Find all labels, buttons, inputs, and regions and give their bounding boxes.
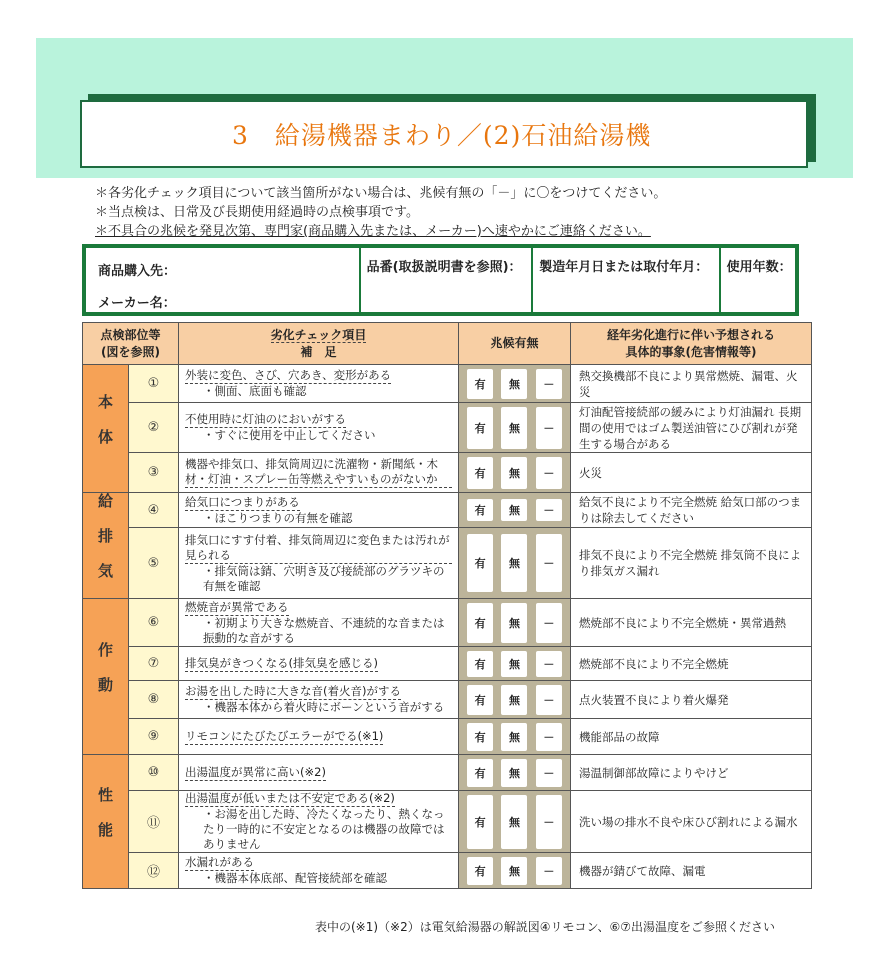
- header-check: 劣化チェック項目 補 足: [179, 323, 459, 365]
- choice-yes[interactable]: 有: [467, 857, 493, 885]
- category-label: 作動: [83, 599, 129, 755]
- check-item-note: ・排気筒は錆、穴明き及び接続部のグラツキの有無を確認: [203, 563, 445, 593]
- choice-yes[interactable]: 有: [467, 603, 493, 643]
- date-cell[interactable]: [533, 248, 720, 312]
- category-label: 給排気: [83, 493, 129, 599]
- check-item: [179, 791, 459, 853]
- note-2: ＊当点検は、日常及び長期使用経過時の点検事項です。: [95, 205, 419, 220]
- row-number: ⑧: [129, 681, 179, 719]
- check-item-text: 機器や排気口、排気筒周辺に洗濯物・新聞紙・木材・灯油・スプレー缶等燃えやすいものがないか: [185, 457, 452, 488]
- row-number: ⑦: [129, 647, 179, 681]
- check-item: [179, 453, 459, 493]
- years-cell[interactable]: [721, 248, 795, 312]
- row-number: ⑫: [129, 853, 179, 889]
- table-row: [83, 453, 812, 493]
- event-text: 洗い場の排水不良や床ひび割れによる漏水: [571, 791, 812, 853]
- choice-no[interactable]: 無: [501, 499, 527, 521]
- choice-yes[interactable]: 有: [467, 534, 493, 592]
- event-text: 給気不良により不完全燃焼 給気口部のつまりは除去してください: [571, 493, 812, 528]
- check-item: [179, 493, 459, 528]
- event-text: 灯油配管接続部の緩みにより灯油漏れ 長期間の使用ではゴム製送油管にひび割れが発生する場合がある: [571, 403, 812, 453]
- choice-yes[interactable]: 有: [467, 407, 493, 449]
- check-item-note: ・初期より大きな燃焼音、不連続的な音または振動的な音がする: [203, 615, 445, 645]
- event-text: 点火装置不良により着火爆発: [571, 681, 812, 719]
- choice-yes[interactable]: 有: [467, 685, 493, 715]
- choice-na[interactable]: －: [536, 795, 562, 849]
- model-cell[interactable]: [361, 248, 534, 312]
- header-event: 経年劣化進行に伴い予想される 具体的事象(危害情報等): [571, 323, 812, 365]
- table-row: [83, 528, 812, 599]
- note-3: ＊不具合の兆候を発見次第、専門家(商品購入先または、メーカー)へ速やかにご連絡ください。: [95, 224, 651, 239]
- sign-cell: [459, 791, 571, 853]
- maker-label: メーカー名：: [98, 296, 176, 311]
- table-row: [83, 681, 812, 719]
- choice-na[interactable]: －: [536, 723, 562, 751]
- table-header: [83, 323, 812, 365]
- category-label: 本体: [83, 365, 129, 493]
- choice-yes[interactable]: 有: [467, 759, 493, 787]
- sign-cell: [459, 719, 571, 755]
- date-label: 製造年月日または取付年月：: [539, 260, 709, 275]
- check-item-text: 排気口にすす付着、排気筒周辺に変色または汚れが見られる: [185, 533, 452, 564]
- purchase-cell[interactable]: [86, 248, 361, 312]
- check-item-note: ・ほこりつまりの有無を確認: [203, 510, 353, 525]
- table-row: [83, 791, 812, 853]
- choice-na[interactable]: －: [536, 499, 562, 521]
- row-number: ③: [129, 453, 179, 493]
- sign-cell: [459, 365, 571, 403]
- table-row: [83, 755, 812, 791]
- category-label: 性能: [83, 755, 129, 889]
- choice-na[interactable]: －: [536, 759, 562, 787]
- sign-cell: [459, 647, 571, 681]
- page-title: 3 給湯機器まわり／(2)石油給湯機: [232, 121, 652, 150]
- choice-yes[interactable]: 有: [467, 723, 493, 751]
- check-item: [179, 755, 459, 791]
- row-number: ①: [129, 365, 179, 403]
- row-number: ⑩: [129, 755, 179, 791]
- check-item-note: ・側面、底面も確認: [203, 384, 307, 398]
- check-item-text: 燃焼音が異常である: [185, 599, 289, 614]
- check-table: [82, 322, 812, 889]
- header-sign: 兆候有無: [459, 323, 571, 365]
- event-text: 機能部品の故障: [571, 719, 812, 755]
- sign-cell: [459, 453, 571, 493]
- check-item-text: 外装に変色、さび、穴あき、変形がある: [185, 368, 392, 382]
- row-number: ⑨: [129, 719, 179, 755]
- choice-na[interactable]: －: [536, 603, 562, 643]
- choice-na[interactable]: －: [536, 407, 562, 449]
- check-item-text: 出湯温度が低いまたは不安定である(※2): [185, 791, 395, 805]
- note-1: ＊各劣化チェック項目について該当箇所がない場合は、兆候有無の「－」に〇をつけてください。: [95, 186, 667, 201]
- check-item-text: 排気臭がきつくなる(排気臭を感じる): [185, 655, 378, 670]
- choice-na[interactable]: －: [536, 534, 562, 592]
- header-part: 点検部位等 (図を参照): [83, 323, 179, 365]
- choice-no[interactable]: 無: [501, 651, 527, 677]
- notes: [95, 184, 666, 241]
- table-row: [83, 853, 812, 889]
- choice-yes[interactable]: 有: [467, 369, 493, 399]
- choice-na[interactable]: －: [536, 369, 562, 399]
- years-label: 使用年数：: [726, 260, 792, 275]
- choice-yes[interactable]: 有: [467, 457, 493, 489]
- table-row: [83, 365, 812, 403]
- event-text: 排気不良により不完全燃焼 排気筒不良により排気ガス漏れ: [571, 528, 812, 599]
- row-number: ⑥: [129, 599, 179, 647]
- title-box: [80, 100, 808, 168]
- purchase-label: 商品購入先：: [98, 264, 177, 279]
- check-item-text: リモコンにたびたびエラーがでる(※1): [185, 728, 384, 743]
- row-number: ②: [129, 403, 179, 453]
- event-text: 火災: [571, 453, 812, 493]
- model-label: 品番(取扱説明書を参照)：: [366, 260, 522, 275]
- check-item-text: お湯を出した時に大きな音(着火音)がする: [185, 684, 401, 698]
- sign-cell: [459, 853, 571, 889]
- check-item-note: ・機器本体から着火時にボーンという音がする: [203, 700, 445, 714]
- event-text: 熱交換機部不良により異常燃焼、漏電、火災: [571, 365, 812, 403]
- choice-no[interactable]: 無: [501, 857, 527, 885]
- check-item: [179, 853, 459, 889]
- check-item: [179, 681, 459, 719]
- table-row: [83, 719, 812, 755]
- choice-yes[interactable]: 有: [467, 499, 493, 521]
- check-item: [179, 719, 459, 755]
- choice-no[interactable]: 無: [501, 407, 527, 449]
- info-box: [82, 244, 799, 316]
- check-item-text: 給気口につまりがある: [185, 494, 300, 509]
- choice-no[interactable]: 無: [501, 685, 527, 715]
- check-item: [179, 599, 459, 647]
- choice-no[interactable]: 無: [501, 369, 527, 399]
- row-number: ⑤: [129, 528, 179, 599]
- sign-cell: [459, 528, 571, 599]
- row-number: ④: [129, 493, 179, 528]
- check-item: [179, 528, 459, 599]
- sign-cell: [459, 755, 571, 791]
- event-text: 燃焼部不良により不完全燃焼・異常過熱: [571, 599, 812, 647]
- table-row: [83, 403, 812, 453]
- table-row: [83, 647, 812, 681]
- event-text: 機器が錆びて故障、漏電: [571, 853, 812, 889]
- choice-yes[interactable]: 有: [467, 651, 493, 677]
- row-number: ⑪: [129, 791, 179, 853]
- check-item: [179, 403, 459, 453]
- table-row: [83, 493, 812, 528]
- sign-cell: [459, 681, 571, 719]
- event-text: 湯温制御部故障によりやけど: [571, 755, 812, 791]
- sign-cell: [459, 403, 571, 453]
- sign-cell: [459, 599, 571, 647]
- footer-note: 表中の(※1)（※2）は電気給湯器の解説図④リモコン、⑥⑦出湯温度をご参照ください: [315, 920, 776, 934]
- table-row: [83, 599, 812, 647]
- check-item: [179, 365, 459, 403]
- check-item-text: 不使用時に灯油のにおいがする: [185, 412, 346, 426]
- sign-cell: [459, 493, 571, 528]
- choice-na[interactable]: －: [536, 457, 562, 489]
- check-item-text: 出湯温度が異常に高い(※2): [185, 764, 326, 779]
- check-item-text: 水漏れがある: [185, 855, 254, 869]
- choice-no[interactable]: 無: [501, 534, 527, 592]
- check-item-note: ・すぐに使用を中止してください: [203, 428, 376, 442]
- choice-no[interactable]: 無: [501, 795, 527, 849]
- event-text: 燃焼部不良により不完全燃焼: [571, 647, 812, 681]
- check-item-note: ・お湯を出した時、冷たくなったり、熱くなったり一時的に不安定となるのは機器の故障ではありません: [203, 807, 445, 851]
- choice-no[interactable]: 無: [501, 603, 527, 643]
- check-item-note: ・機器本体底部、配管接続部を確認: [203, 871, 387, 885]
- choice-na[interactable]: －: [536, 651, 562, 677]
- check-item: [179, 647, 459, 681]
- choice-na[interactable]: －: [536, 857, 562, 885]
- choice-na[interactable]: －: [536, 685, 562, 715]
- choice-no[interactable]: 無: [501, 457, 527, 489]
- choice-yes[interactable]: 有: [467, 795, 493, 849]
- choice-no[interactable]: 無: [501, 723, 527, 751]
- choice-no[interactable]: 無: [501, 759, 527, 787]
